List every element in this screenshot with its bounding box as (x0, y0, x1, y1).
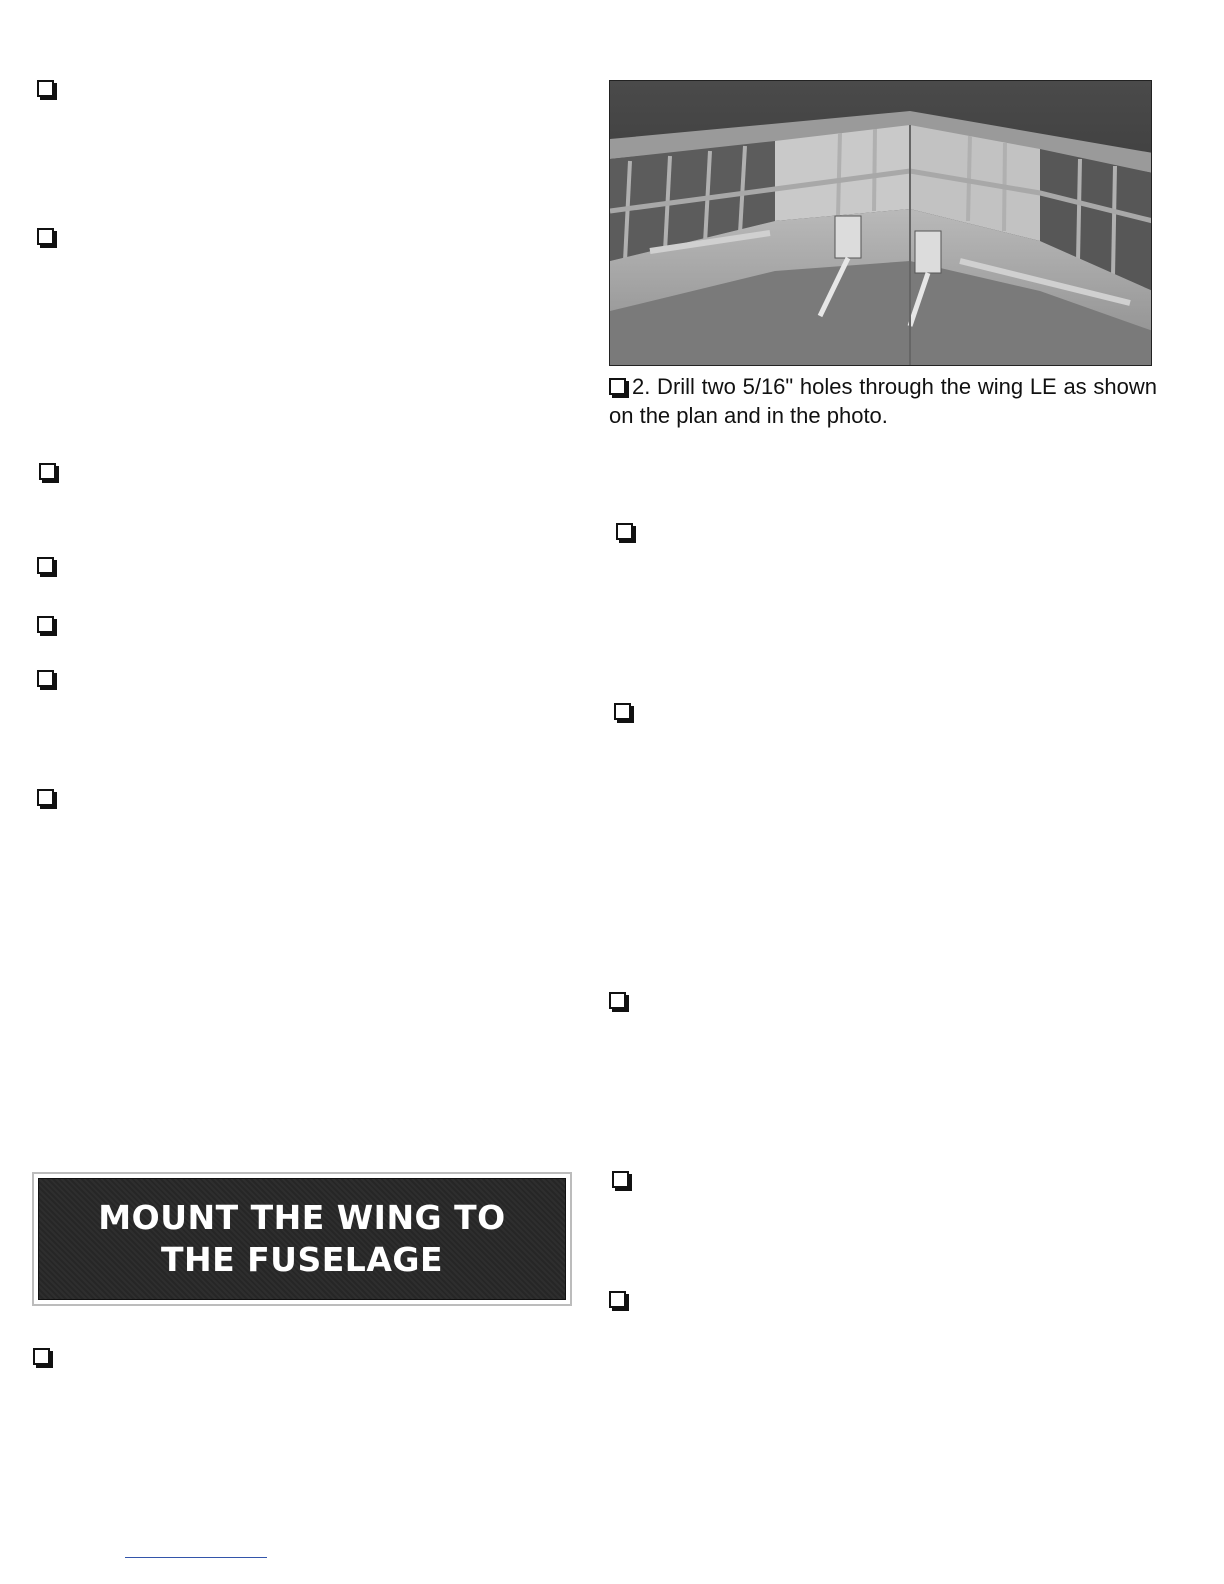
footer-rule (125, 1557, 267, 1558)
checkbox-icon[interactable] (609, 378, 626, 395)
checkbox-icon[interactable] (609, 1291, 626, 1308)
checkbox-icon[interactable] (39, 463, 56, 480)
checkbox-icon[interactable] (37, 80, 54, 97)
section-title-line-1: MOUNT THE WING TO (98, 1198, 506, 1237)
section-title-line-2: THE FUSELAGE (160, 1240, 443, 1279)
caption-text: 2. Drill two 5/16" holes through the wing LE as shown on the plan and in the photo. (609, 374, 1157, 428)
checkbox-icon[interactable] (33, 1348, 50, 1365)
checkbox-icon[interactable] (37, 557, 54, 574)
checkbox-icon[interactable] (614, 703, 631, 720)
checkbox-icon[interactable] (609, 992, 626, 1009)
checkbox-icon[interactable] (37, 789, 54, 806)
section-banner-panel (38, 1178, 566, 1300)
checkbox-icon[interactable] (37, 228, 54, 245)
checkbox-icon[interactable] (616, 523, 633, 540)
checkbox-icon[interactable] (37, 616, 54, 633)
checkbox-icon[interactable] (612, 1171, 629, 1188)
wing-framework-photo (609, 80, 1152, 366)
checkbox-icon[interactable] (37, 670, 54, 687)
section-banner (32, 1172, 572, 1306)
photo-caption (609, 372, 1157, 430)
